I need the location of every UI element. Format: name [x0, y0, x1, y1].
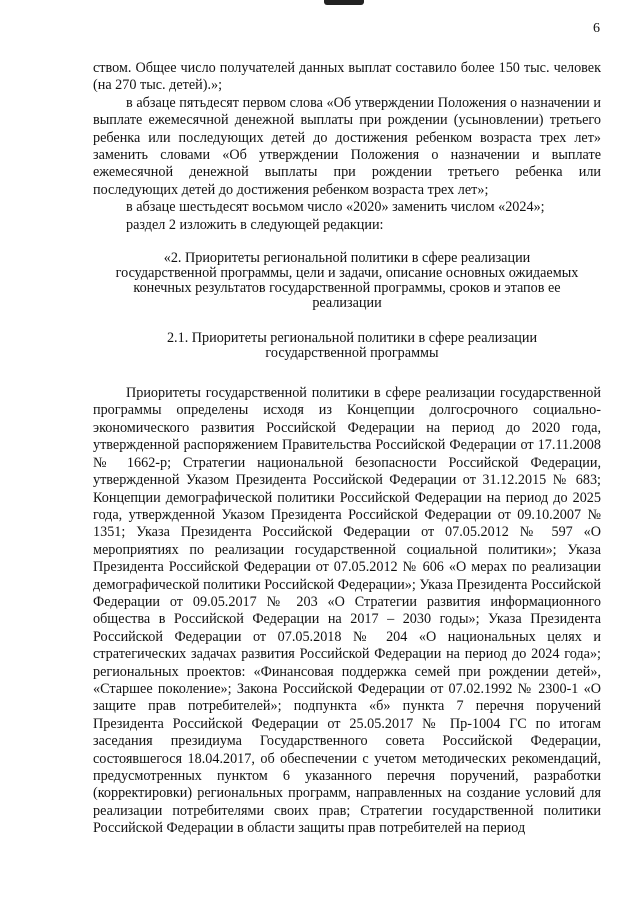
intro-paragraph-4: раздел 2 изложить в следующей редакции: [126, 216, 384, 233]
binding-mark [324, 0, 364, 5]
subsection-heading: 2.1. Приоритеты региональной политики в сфере реализации государственной программы [166, 330, 538, 362]
document-body [93, 60, 601, 838]
intro-paragraph-1: ством. Общее число получателей данных выплат составило более 150 тыс. человек (на 270 тыс. детей).»; [93, 60, 601, 94]
intro-paragraph-2: в абзаце пятьдесят первом слова «Об утверждении Положения о назначении и выплате ежемесячной денежной выплаты при рождении (усыновлении) третьего ребенка или последующих детей до достижения ребенком возраста трех лет» заменить словами «Об утверждении Положения о назначении и выплате ежемесячной денежной выплаты при рождении третьего ребенка или последующих детей до достижения ребенком возраста трех лет»; [93, 94, 601, 198]
section-heading: «2. Приоритеты региональной политики в сфере реализации государственной программы, цели и задачи, описание основных ожидаемых конечных результатов государственной программы, сроков и этапов ее реализации [115, 250, 579, 312]
intro-paragraph-3: в абзаце шестьдесят восьмом число «2020» заменить числом «2024»; [126, 199, 545, 216]
page-number: 6 [593, 21, 600, 36]
body-paragraph: Приоритеты государственной политики в сфере реализации государственной программы определены исходя из Концепции долгосрочного социально-экономического развития Российской Федерации на период до 2020 года, утвержденной распоряжением Правительства Российской Федерации от 17.11.2008 № 1662-р; Стратегии национальной безопасности Российской Федерации, утвержденной Указом Президента Российской Федерации от 31.12.2015 № 683; Концепции демографической политики Российской Федерации на период до 2025 года, утвержденной Указом Президента Российской Федерации от 09.10.2007 № 1351; Указа Президента Российской Федерации от 07.05.2012 № 597 «О мероприятиях по реализации государственной социальной политики»; Указа Президента Российской Федерации от 07.05.2012 № 606 «О мерах по реализации демографической политики Российской Федерации»; Указа Президента Российской Федерации от 09.05.2017 № 203 «О Стратегии развития информационного общества в Российской Федерации на 2017 – 2030 годы»; Указа Президента Российской Федерации от 07.05.2018 № 204 «О национальных целях и стратегических задачах развития Российской Федерации на период до 2024 года»; региональных проектов: «Финансовая поддержка семей при рождении детей», «Старшее поколение»; Закона Российской Федерации от 07.02.1992 № 2300-1 «О защите прав потребителей»; подпункта «б» пункта 7 перечня поручений Президента Российской Федерации от 25.05.2017 № Пр-1004 ГС по итогам заседания президиума Государственного совета Российской Федерации, состоявшегося 18.04.2017, об обеспечении с учетом методических рекомендаций, предусмотренных пунктом 6 указанного перечня поручений, разработки (корректировки) региональных программ, направленных на создание условий для реализации потребителями своих прав; Стратегии государственной политики Российской Федерации в области защиты прав потребителей на период [93, 385, 601, 837]
